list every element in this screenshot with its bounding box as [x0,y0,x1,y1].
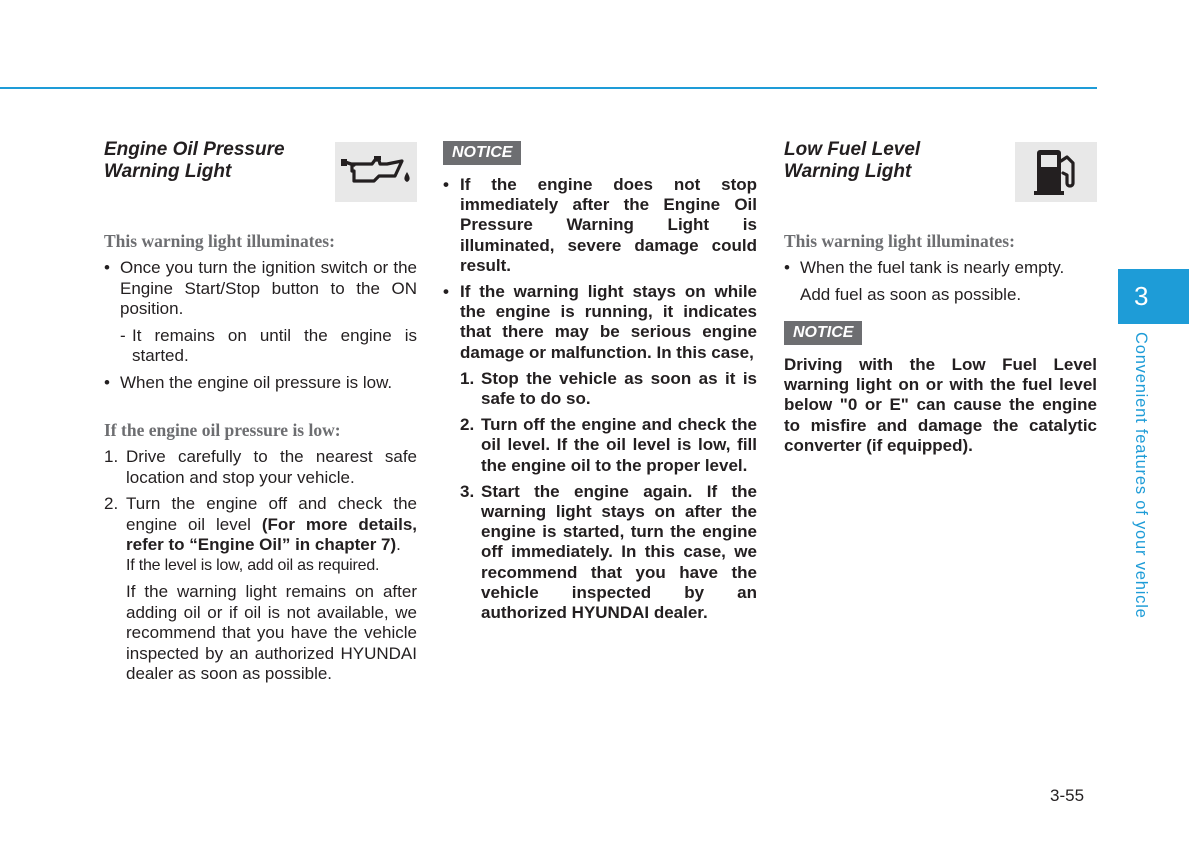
notice-item: • If the warning light stays on while the engine is running, it indicates that there may be serious engine damage or malfunction. In this case, [443,282,757,363]
step-note: If the level is low, add oil as required. [126,556,380,574]
chapter-tab: 3 [1118,269,1189,324]
step-text: Drive carefully to the nearest safe location and stop your vehicle. [126,447,417,487]
fuel-pump-icon [1015,142,1097,202]
low-pressure-heading: If the engine oil pressure is low: [104,420,341,440]
item-text: When the fuel tank is nearly empty. [800,258,1065,277]
step-number: 2. [104,494,119,513]
chapter-title: Convenient features of your vehicle [1132,332,1150,619]
illumination-heading: This warning light illuminates: [104,231,335,251]
notice-oil-section [443,141,757,629]
notice-step [443,369,757,409]
title-line-1: Engine Oil Pressure [104,139,285,160]
step-item [104,494,417,576]
subitem-text: It remains on until the engine is started. [132,325,417,365]
step-text: Stop the vehicle as soon as it is safe to do so. [481,368,757,409]
section-title [784,138,1004,183]
step-paragraph: If the warning light remains on after adding oil or if oil is not available, we recommend that you have the vehicle inspected by an authorized HYUNDAI dealer as soon as possible. [126,582,417,683]
notice-badge: NOTICE [784,321,862,345]
list-item [784,258,1097,305]
engine-oil-section [104,138,417,691]
step-text-end: . [396,535,401,554]
step-text: Turn the engine off and check the engine oil level [126,494,417,534]
list-subitem [104,326,417,367]
step-number: 3. [460,481,475,501]
notice-step [443,482,757,623]
step-text: Turn off the engine and check the oil level. If the oil level is low, fill the engine oil to the proper level. [481,415,757,475]
step-number: 1. [460,368,475,388]
chapter-reference: (For more details, refer to “Engine Oil” in chapter 7) [126,514,417,554]
step-number: 1. [104,447,119,466]
list-item: • When the engine oil pressure is low. [104,373,417,394]
title-line-2: Warning Light [784,161,912,182]
title-line-2: Warning Light [104,161,232,182]
dash-marker: - [120,325,126,345]
illumination-heading: This warning light illuminates: [784,231,1015,251]
page-number: 3-55 [1050,786,1085,805]
title-line-1: Low Fuel Level [784,139,921,160]
oil-can-icon [335,142,417,202]
section-title [104,138,324,183]
notice-badge: NOTICE [443,141,521,165]
notice-step [443,415,757,476]
step-number: 2. [460,415,475,435]
item-text-continued: Add fuel as soon as possible. [800,284,1022,304]
step-item [104,447,417,488]
list-item: • Once you turn the ignition switch or the Engine Start/Stop button to the ON position. [104,258,417,320]
header-rule [0,87,1097,89]
step-text: Start the engine again. If the warning light stays on after the engine is started, turn the engine off immediately. In this case, we recommend that you have the vehicle inspected by an authorized HYUNDAI dealer. [481,481,757,623]
notice-text: Driving with the Low Fuel Level warning light on or with the fuel level below "0 or E" can cause the engine to misfire and damage the catalytic converter (if equipped). [784,355,1097,455]
notice-item: • If the engine does not stop immediately after the Engine Oil Pressure Warning Light is illuminated, severe damage could result. [443,175,757,276]
low-fuel-section [784,138,1097,456]
